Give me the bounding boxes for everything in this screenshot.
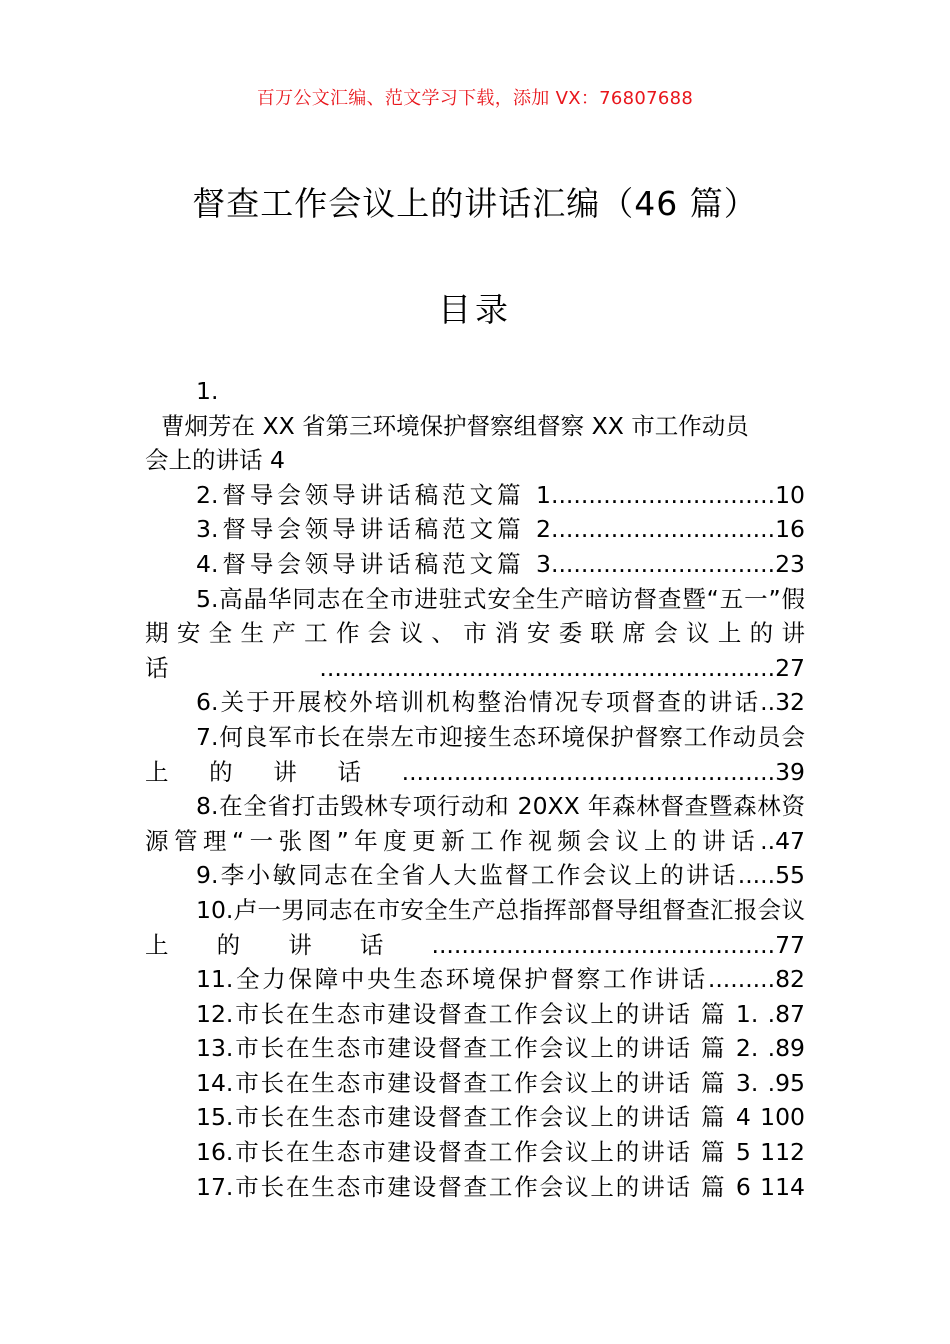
toc-entry-1-continuation: 会上的讲话 4 bbox=[145, 446, 285, 475]
toc-entry-2: 2.督导会领导讲话稿范文篇 1..............................10 bbox=[196, 480, 805, 509]
toc-heading: 目录 bbox=[438, 290, 512, 329]
toc-entry-9: 9.李小敏同志在全省人大监督工作会议上的讲话.....55 bbox=[196, 861, 805, 890]
toc-entry-6: 6.关于开展校外培训机构整治情况专项督查的讲话..32 bbox=[196, 688, 805, 717]
toc-entry-1-title: 曹炯芳在 XX 省第三环境保护督察组督察 XX 市工作动员 bbox=[161, 411, 749, 440]
toc-entry-3: 3.督导会领导讲话稿范文篇 2..............................16 bbox=[196, 515, 805, 544]
toc-entry-4: 4.督导会领导讲话稿范文篇 3..............................23 bbox=[196, 549, 805, 578]
toc-entry-15: 15.市长在生态市建设督查工作会议上的讲话 篇 4 100 bbox=[196, 1103, 805, 1132]
toc-entry-17: 17.市长在生态市建设督查工作会议上的讲话 篇 6 114 bbox=[196, 1172, 805, 1201]
toc-entry-16: 16.市长在生态市建设督查工作会议上的讲话 篇 5 112 bbox=[196, 1138, 805, 1167]
toc-entry-7: 7.何良军市长在崇左市迎接生态环境保护督察工作动员会上的讲话..................................................39 bbox=[145, 722, 805, 786]
toc-entry-10: 10.卢一男同志在市安全生产总指挥部督导组督查汇报会议上的讲话..............................................77 bbox=[145, 895, 805, 959]
toc-entry-5: 5.高晶华同志在全市进驻式安全生产暗访督查暨“五一”假期安全生产工作会议、市消安委联席会议上的讲话.............................................................27 bbox=[145, 584, 805, 682]
toc-entry-13: 13.市长在生态市建设督查工作会议上的讲话 篇 2. .89 bbox=[196, 1034, 805, 1063]
toc-entry-12: 12.市长在生态市建设督查工作会议上的讲话 篇 1. .87 bbox=[196, 999, 805, 1028]
header-download-note: 百万公文汇编、范文学习下载，添加 VX：76807688 bbox=[256, 88, 694, 109]
toc-entry-14: 14.市长在生态市建设督查工作会议上的讲话 篇 3. .95 bbox=[196, 1068, 805, 1097]
table-of-contents bbox=[145, 374, 805, 1204]
toc-entry-1-number: 1. bbox=[196, 377, 219, 405]
toc-entry-8: 8.在全省打击毁林专项行动和 20XX 年森林督查暨森林资源管理“一张图”年度更新工作视频会议上的讲话..47 bbox=[145, 792, 805, 855]
toc-entry-11: 11.全力保障中央生态环境保护督察工作讲话.........82 bbox=[196, 965, 805, 994]
document-title: 督查工作会议上的讲话汇编（46 篇） bbox=[192, 184, 758, 223]
